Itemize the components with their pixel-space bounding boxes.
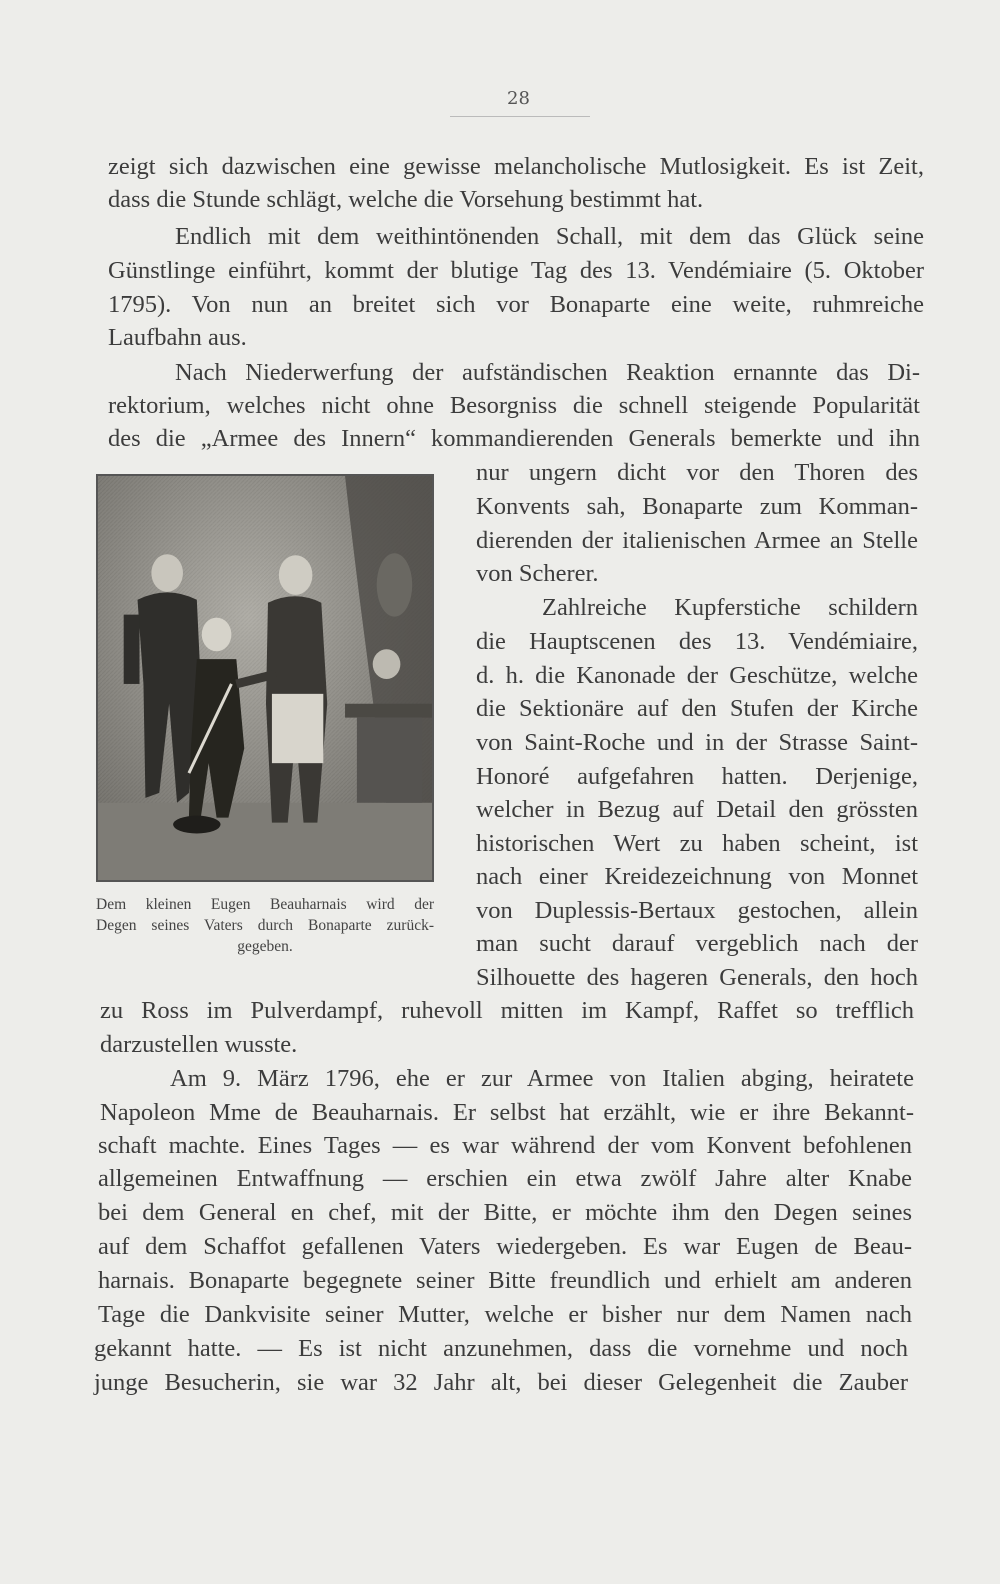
text-line: zeigt sich dazwischen eine gewisse melancholische Mutlosigkeit. Es ist Zeit,: [108, 153, 924, 180]
text-line: harnais. Bonaparte begegnete seiner Bitte freundlich und erhielt am anderen: [98, 1267, 912, 1294]
text-line: welcher in Bezug auf Detail den grössten: [476, 796, 918, 823]
text-line: gekannt hatte. — Es ist nicht anzunehmen, dass die vornehme und noch: [94, 1335, 908, 1362]
text-line: historischen Wert zu haben scheint, ist: [476, 830, 918, 857]
text-line: darzustellen wusste.: [100, 1031, 298, 1058]
caption-line: Dem kleinen Eugen Beauharnais wird der: [96, 896, 434, 913]
text-line: Endlich mit dem weithintönenden Schall, mit dem das Glück seine: [175, 223, 924, 250]
header-rule: [450, 116, 590, 117]
text-line: von Duplessis-Bertaux gestochen, allein: [476, 897, 918, 924]
figure-caption: [96, 894, 434, 957]
text-line: zu Ross im Pulverdampf, ruhevoll mitten im Kampf, Raffet so trefflich: [100, 997, 914, 1024]
text-line: 1795). Von nun an breitet sich vor Bonaparte eine weite, ruhmreiche: [108, 291, 924, 318]
text-line: Laufbahn aus.: [108, 324, 247, 351]
text-line: Günstlinge einführt, kommt der blutige Tag des 13. Vendémiaire (5. Oktober: [108, 257, 924, 284]
text-line: nach einer Kreidezeichnung von Monnet: [476, 863, 918, 890]
text-line: von Scherer.: [476, 560, 599, 587]
text-line: allgemeinen Entwaffnung — erschien ein etwa zwölf Jahre alter Knabe: [98, 1165, 912, 1192]
page-number: 28: [507, 88, 530, 109]
text-line: Honoré aufgefahren hatten. Derjenige,: [476, 763, 918, 790]
text-line: die Hauptscenen des 13. Vendémiaire,: [476, 628, 918, 655]
text-line: Nach Niederwerfung der aufständischen Reaktion ernannte das Di-: [175, 359, 920, 386]
text-line: d. h. die Kanonade der Geschütze, welche: [476, 662, 918, 689]
text-line: des die „Armee des Innern“ kommandierenden Generals bemerkte und ihn: [108, 425, 920, 452]
text-line: junge Besucherin, sie war 32 Jahr alt, bei dieser Gelegenheit die Zauber: [94, 1369, 908, 1396]
text-line: Zahlreiche Kupferstiche schildern: [542, 594, 918, 621]
text-line: man sucht darauf vergeblich nach der: [476, 930, 918, 957]
text-line: bei dem General en chef, mit der Bitte, er möchte ihm den Degen seines: [98, 1199, 912, 1226]
text-line: Napoleon Mme de Beauharnais. Er selbst hat erzählt, wie er ihre Bekannt-: [100, 1099, 914, 1126]
text-line: Tage die Dankvisite seiner Mutter, welche er bisher nur dem Namen nach: [98, 1301, 912, 1328]
text-line: dass die Stunde schlägt, welche die Vorsehung bestimmt hat.: [108, 186, 704, 213]
text-line: nur ungern dicht vor den Thoren des: [476, 459, 918, 486]
text-line: schaft machte. Eines Tages — es war während der vom Konvent befohlenen: [98, 1132, 912, 1159]
text-line: auf dem Schaffot gefallenen Vaters wiedergeben. Es war Eugen de Beau-: [98, 1233, 912, 1260]
text-line: dierenden der italienischen Armee an Stelle: [476, 527, 918, 554]
caption-line: gegeben.: [237, 938, 293, 955]
text-line: Am 9. März 1796, ehe er zur Armee von Italien abging, heiratete: [170, 1065, 914, 1092]
text-line: die Sektionäre auf den Stufen der Kirche: [476, 695, 918, 722]
text-line: Silhouette des hageren Generals, den hoch: [476, 964, 918, 991]
text-line: rektorium, welches nicht ohne Besorgniss die schnell steigende Popularität: [108, 392, 920, 419]
text-line: Konvents sah, Bonaparte zum Komman-: [476, 493, 918, 520]
engraving-icon: [98, 476, 432, 880]
engraving-illustration: [96, 474, 434, 882]
caption-line: Degen seines Vaters durch Bonaparte zurück-: [96, 917, 434, 934]
text-line: von Saint-Roche und in der Strasse Saint-: [476, 729, 918, 756]
